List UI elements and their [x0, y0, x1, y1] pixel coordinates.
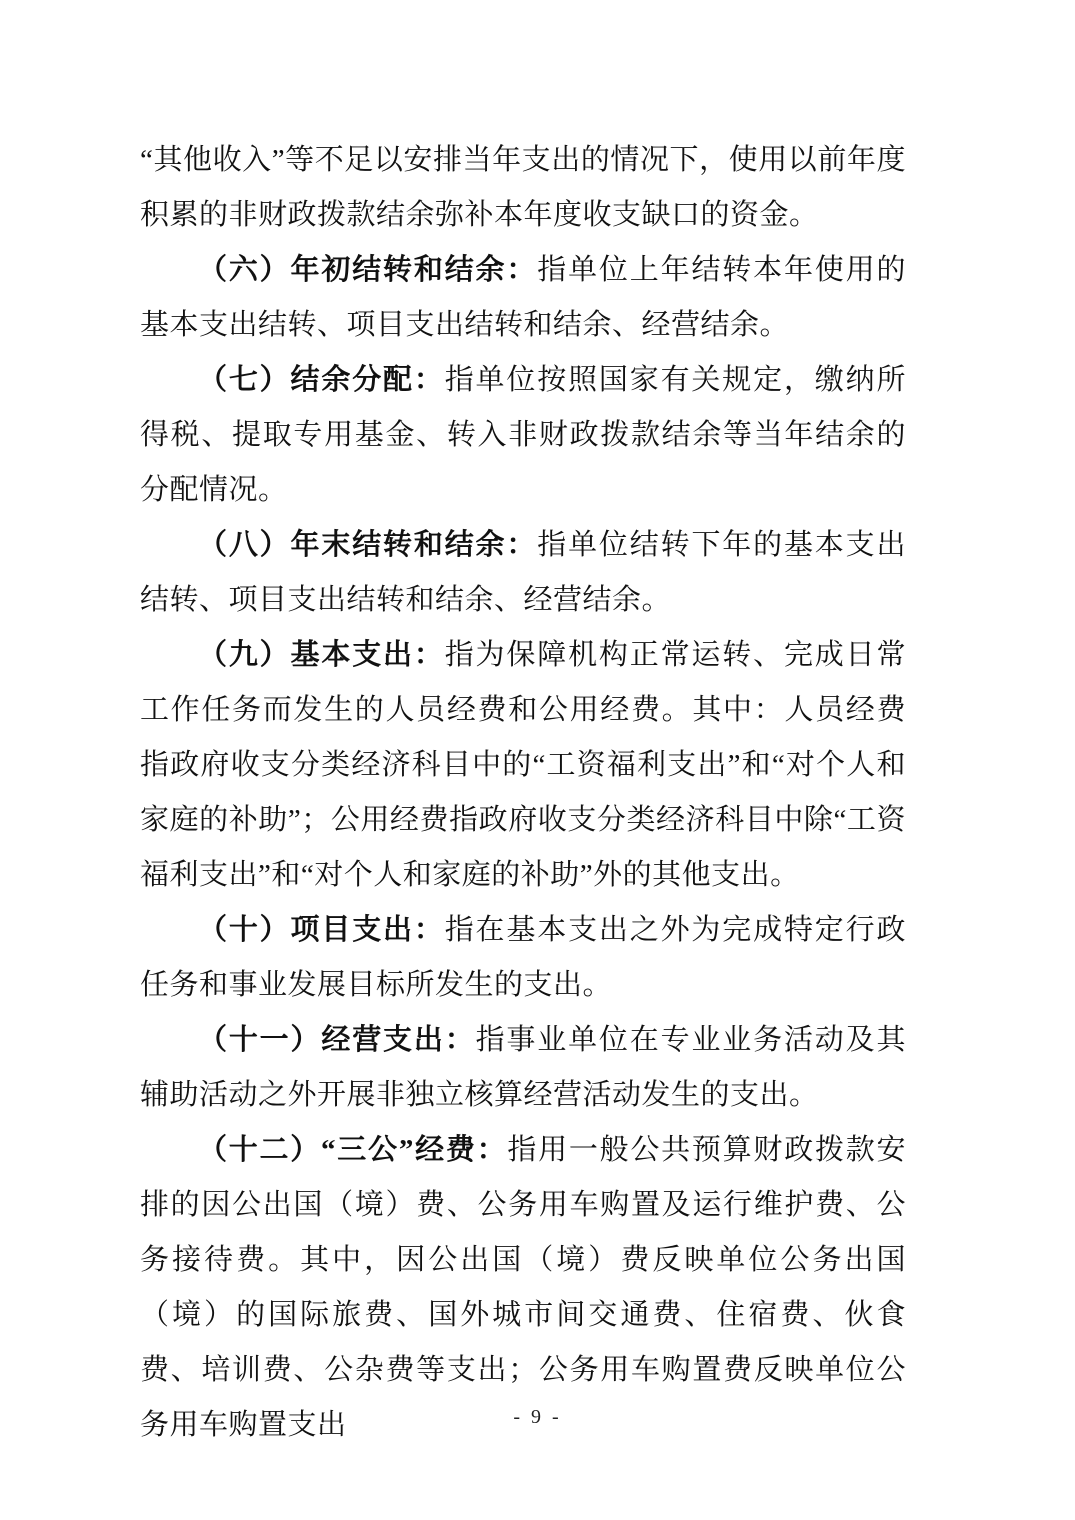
paragraph-text: 指单位上年结转本年使用的基本支出结转、项目支出结转和结余、经营结余。 — [140, 254, 906, 341]
paragraph — [140, 243, 906, 353]
page-number: - 9 - — [513, 1406, 562, 1428]
paragraph-text: 指单位结转下年的基本支出结转、项目支出结转和结余、经营结余。 — [140, 529, 906, 616]
paragraph-text: 指用一般公共预算财政拨款安排的因公出国（境）费、公务用车购置及运行维护费、公务接待费。其中，因公出国（境）费反映单位公务出国（境）的国际旅费、国外城市间交通费、住宿费、伙食费、培训费、公杂费等支出；公务用车购置费反映单位公务用车购置支出 — [140, 1134, 906, 1441]
paragraph — [140, 518, 906, 628]
paragraph-text: 指为保障机构正常运转、完成日常工作任务而发生的人员经费和公用经费。其中：人员经费指政府收支分类经济科目中的“工资福利支出”和“对个人和家庭的补助”；公用经费指政府收支分类经济科目中除“工资福利支出”和“对个人和家庭的补助”外的其他支出。 — [140, 639, 906, 891]
paragraph-text: 指事业单位在专业业务活动及其辅助活动之外开展非独立核算经营活动发生的支出。 — [140, 1024, 906, 1111]
paragraph-lead: （十一）经营支出： — [198, 1024, 476, 1056]
paragraph — [140, 1013, 906, 1123]
paragraph-lead: （七）结余分配： — [198, 364, 445, 396]
paragraph-lead: （八）年末结转和结余： — [198, 529, 538, 561]
paragraph — [140, 353, 906, 518]
paragraph-text: “其他收入”等不足以安排当年支出的情况下，使用以前年度积累的非财政拨款结余弥补本年度收支缺口的资金。 — [140, 144, 906, 231]
paragraph-lead: （六）年初结转和结余： — [198, 254, 538, 286]
paragraph — [140, 1123, 906, 1453]
paragraph-text: 指单位按照国家有关规定，缴纳所得税、提取专用基金、转入非财政拨款结余等当年结余的分配情况。 — [140, 364, 906, 506]
paragraph-lead: （十二）“三公”经费： — [198, 1134, 508, 1166]
paragraph — [140, 133, 906, 243]
paragraph-lead: （九）基本支出： — [198, 639, 445, 671]
paragraph-lead: （十）项目支出： — [198, 914, 445, 946]
document-body — [140, 133, 906, 1453]
paragraph — [140, 903, 906, 1013]
paragraph — [140, 628, 906, 903]
paragraph-text: 指在基本支出之外为完成特定行政任务和事业发展目标所发生的支出。 — [140, 914, 906, 1001]
